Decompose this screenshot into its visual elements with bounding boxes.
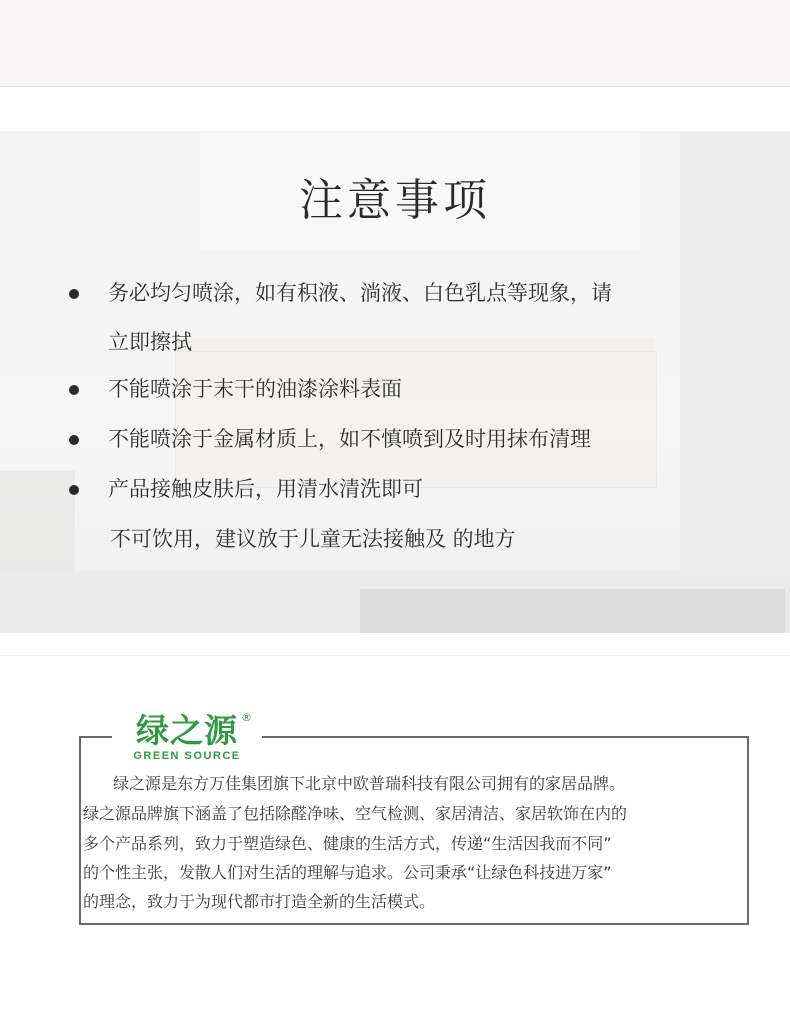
bullet-icon bbox=[69, 289, 79, 299]
top-blank-band bbox=[0, 0, 790, 87]
bullet-icon bbox=[69, 435, 79, 445]
notice-item: 不能喷涂于金属材质上，如不慎喷到及时用抹布清理 bbox=[108, 427, 591, 451]
notice-section bbox=[0, 131, 790, 633]
notice-item-continuation: 不可饮用，建议放于儿童无法接触及 的地方 bbox=[110, 527, 516, 551]
spacer-band bbox=[0, 633, 790, 656]
registered-mark-icon: ® bbox=[241, 711, 252, 724]
background-rug bbox=[360, 589, 785, 633]
notice-item-continuation: 立即擦拭 bbox=[108, 330, 192, 354]
brand-description-line: 的个性主张，发散人们对生活的理解与追求。公司秉承“让绿色科技进万家” bbox=[83, 863, 612, 882]
notice-item: 务必均匀喷涂，如有积液、淌液、白色乳点等现象，请 bbox=[108, 281, 612, 305]
brand-description-line: 多个产品系列，致力于塑造绿色、健康的生活方式，传递“生活因我而不同” bbox=[83, 834, 612, 853]
brand-logo bbox=[112, 710, 262, 766]
background-cabinet bbox=[175, 351, 657, 488]
background-countertop bbox=[175, 339, 655, 351]
bullet-icon bbox=[69, 385, 79, 395]
notice-title: 注意事项 bbox=[299, 175, 491, 226]
bullet-icon bbox=[69, 485, 79, 495]
brand-description-line: 绿之源品牌旗下涵盖了包括除醛净味、空气检测、家居清洁、家居软饰在内的 bbox=[83, 804, 628, 823]
brand-logo-english: GREEN SOURCE bbox=[133, 750, 241, 762]
brand-description-line: 绿之源是东方万佳集团旗下北京中欧普瑞科技有限公司拥有的家居品牌。 bbox=[113, 774, 626, 793]
brand-logo-chinese: 绿之源 bbox=[136, 711, 238, 750]
background-shelf bbox=[0, 471, 75, 581]
brand-description-line: 的理念，致力于为现代都市打造全新的生活模式。 bbox=[83, 892, 436, 911]
spacer-band bbox=[0, 87, 790, 131]
notice-item: 产品接触皮肤后，用清水清洗即可 bbox=[108, 477, 423, 501]
notice-item: 不能喷涂于末干的油漆涂料表面 bbox=[108, 377, 402, 401]
